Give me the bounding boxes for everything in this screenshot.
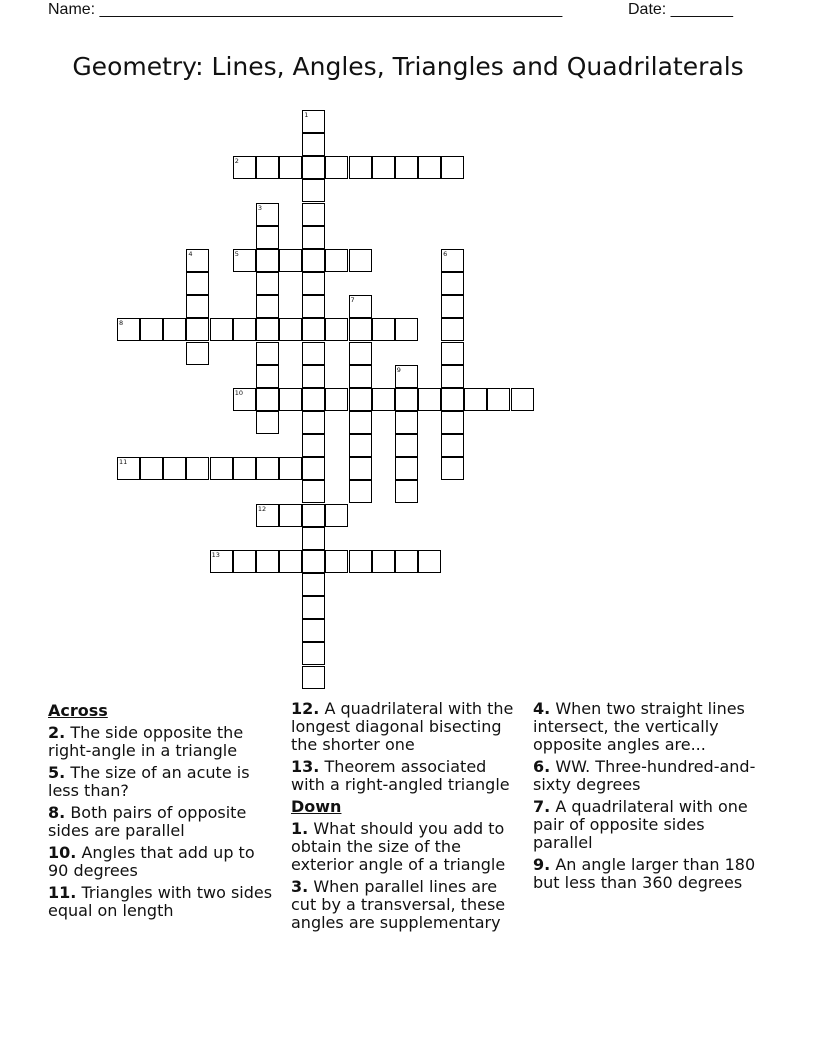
grid-cell[interactable]: [163, 457, 186, 480]
grid-cell[interactable]: [349, 156, 372, 179]
grid-cell[interactable]: [325, 388, 348, 411]
clue-column-3: [533, 700, 763, 896]
grid-cell[interactable]: [233, 457, 256, 480]
clue-number-label: 7: [350, 296, 355, 305]
clue-text: A quadrilateral with the longest diagonal bisecting the shorter one: [291, 699, 514, 754]
clue-number-label: 5: [234, 249, 239, 258]
grid-cell[interactable]: [441, 272, 464, 295]
grid-cell[interactable]: [395, 411, 418, 434]
grid-cell[interactable]: [256, 203, 279, 226]
grid-cell[interactable]: [302, 411, 325, 434]
clue-down-4: [533, 700, 763, 754]
grid-cell[interactable]: [372, 550, 395, 573]
clue-number-label: 10: [234, 388, 244, 397]
grid-cell[interactable]: [395, 388, 418, 411]
clue-number: 7.: [533, 797, 551, 816]
grid-cell[interactable]: [256, 342, 279, 365]
clue-column-1: [48, 700, 273, 924]
grid-cell[interactable]: [233, 318, 256, 341]
clue-text: WW. Three-hundred-and-sixty degrees: [533, 757, 756, 794]
clue-column-2: [291, 700, 521, 936]
clue-text: Both pairs of opposite sides are parallel: [48, 803, 247, 840]
clue-across-11: [48, 884, 273, 920]
grid-cell[interactable]: [140, 318, 163, 341]
grid-cell[interactable]: [302, 226, 325, 249]
grid-cell[interactable]: [186, 249, 209, 272]
grid-cell[interactable]: [186, 342, 209, 365]
clue-number-label: 1: [304, 111, 309, 119]
clue-number-label: 12: [257, 504, 267, 513]
clue-down-9: [533, 856, 763, 892]
clue-number: 13.: [291, 757, 320, 776]
clue-down-1: [291, 820, 521, 874]
grid-cell[interactable]: [441, 388, 464, 411]
grid-cell[interactable]: [302, 504, 325, 527]
grid-cell[interactable]: [395, 434, 418, 457]
grid-cell[interactable]: [372, 156, 395, 179]
clue-text: When parallel lines are cut by a transversal, these angles are supplementary: [291, 877, 506, 932]
grid-cell[interactable]: [302, 156, 325, 179]
grid-cell[interactable]: [395, 365, 418, 388]
clue-down-6: [533, 758, 763, 794]
grid-cell[interactable]: [441, 457, 464, 480]
grid-cell[interactable]: [302, 550, 325, 573]
clue-number: 5.: [48, 763, 66, 782]
grid-cell[interactable]: [464, 388, 487, 411]
grid-cell[interactable]: [186, 318, 209, 341]
grid-cell[interactable]: [302, 527, 325, 550]
date-field[interactable]: Date: _______: [628, 1, 733, 18]
grid-cell[interactable]: [302, 342, 325, 365]
grid-cell[interactable]: [256, 318, 279, 341]
clue-number-label: 4: [188, 249, 193, 258]
grid-cell[interactable]: [441, 156, 464, 179]
grid-cell[interactable]: [302, 133, 325, 156]
grid-cell[interactable]: [256, 226, 279, 249]
grid-cell[interactable]: [256, 388, 279, 411]
grid-cell[interactable]: [349, 295, 372, 318]
grid-cell[interactable]: [395, 318, 418, 341]
grid-cell[interactable]: [349, 411, 372, 434]
grid-cell[interactable]: [210, 318, 233, 341]
grid-cell[interactable]: [186, 457, 209, 480]
clue-text: Triangles with two sides equal on length: [48, 883, 273, 920]
grid-cell[interactable]: [256, 504, 279, 527]
clue-number-label: 6: [443, 249, 448, 258]
grid-cell[interactable]: [302, 272, 325, 295]
grid-cell[interactable]: [511, 388, 534, 411]
clue-text: What should you add to obtain the size of the exterior angle of a triangle: [291, 819, 506, 874]
grid-cell[interactable]: [325, 318, 348, 341]
grid-cell[interactable]: [487, 388, 510, 411]
grid-cell[interactable]: [349, 318, 372, 341]
grid-cell[interactable]: [302, 457, 325, 480]
clue-number: 2.: [48, 723, 66, 742]
grid-cell[interactable]: [441, 434, 464, 457]
name-field[interactable]: Name: ____________________________________________________: [48, 1, 563, 18]
grid-cell[interactable]: [441, 411, 464, 434]
clue-number-label: 9: [396, 365, 401, 374]
clue-text: A quadrilateral with one pair of opposite sides parallel: [533, 797, 748, 852]
grid-cell[interactable]: [372, 388, 395, 411]
grid-cell[interactable]: [279, 249, 302, 272]
grid-cell[interactable]: [256, 365, 279, 388]
grid-cell[interactable]: [441, 365, 464, 388]
grid-cell[interactable]: [302, 573, 325, 596]
clue-number: 1.: [291, 819, 309, 838]
clue-number-label: 3: [257, 203, 263, 212]
grid-cell[interactable]: [349, 249, 372, 272]
clue-number-label: 11: [119, 458, 128, 467]
grid-cell[interactable]: [302, 318, 325, 341]
grid-cell[interactable]: [441, 318, 464, 341]
grid-cell[interactable]: [395, 480, 418, 503]
grid-cell[interactable]: [210, 550, 233, 573]
clue-number-label: 8: [119, 319, 124, 328]
clue-text: Angles that add up to 90 degrees: [48, 843, 255, 880]
grid-cell[interactable]: [302, 642, 325, 665]
clue-across-5: [48, 764, 273, 800]
grid-cell[interactable]: [349, 365, 372, 388]
clue-number: 11.: [48, 883, 77, 902]
grid-cell[interactable]: [140, 457, 163, 480]
grid-cell[interactable]: [233, 550, 256, 573]
grid-cell[interactable]: [349, 434, 372, 457]
clue-number: 8.: [48, 803, 66, 822]
grid-cell[interactable]: [349, 550, 372, 573]
grid-cell[interactable]: [279, 504, 302, 527]
grid-cell[interactable]: [302, 295, 325, 318]
grid-cell[interactable]: [325, 550, 348, 573]
grid-cell[interactable]: [302, 365, 325, 388]
grid-cell[interactable]: [418, 550, 441, 573]
clue-text: An angle larger than 180 but less than 360 degrees: [533, 855, 756, 892]
grid-cell[interactable]: [302, 619, 325, 642]
clue-across-8: [48, 804, 273, 840]
grid-cell[interactable]: [395, 550, 418, 573]
grid-cell[interactable]: [233, 388, 256, 411]
grid-cell[interactable]: [349, 457, 372, 480]
clue-number-label: 13: [211, 550, 220, 559]
grid-cell[interactable]: [325, 156, 348, 179]
grid-cell[interactable]: [256, 295, 279, 318]
grid-cell[interactable]: [279, 156, 302, 179]
clue-number: 3.: [291, 877, 309, 896]
grid-cell[interactable]: [302, 249, 325, 272]
grid-cell[interactable]: [233, 156, 256, 179]
grid-cell[interactable]: [256, 550, 279, 573]
grid-cell[interactable]: [117, 318, 140, 341]
grid-cell[interactable]: [349, 388, 372, 411]
clue-across-2: [48, 724, 273, 760]
grid-cell[interactable]: [233, 249, 256, 272]
clue-number-label: 2: [234, 157, 239, 166]
clue-text: The side opposite the right-angle in a triangle: [48, 723, 244, 760]
grid-cell[interactable]: [395, 156, 418, 179]
grid-cell[interactable]: [302, 179, 325, 202]
grid-cell[interactable]: [279, 318, 302, 341]
clue-across-12: [291, 700, 521, 754]
grid-cell[interactable]: [349, 480, 372, 503]
grid-cell[interactable]: [302, 480, 325, 503]
clue-across-10: [48, 844, 273, 880]
grid-cell[interactable]: [117, 457, 140, 480]
clue-number: 12.: [291, 699, 320, 718]
grid-cell[interactable]: [279, 550, 302, 573]
clue-text: The size of an acute is less than?: [48, 763, 250, 800]
grid-cell[interactable]: [256, 272, 279, 295]
grid-cell[interactable]: [186, 272, 209, 295]
clue-number: 10.: [48, 843, 77, 862]
clue-down-7: [533, 798, 763, 852]
clue-number: 4.: [533, 699, 551, 718]
across-heading: Across: [48, 701, 108, 720]
down-heading: Down: [291, 797, 342, 816]
grid-cell[interactable]: [186, 295, 209, 318]
grid-cell[interactable]: [279, 457, 302, 480]
grid-cell[interactable]: [418, 156, 441, 179]
grid-cell[interactable]: [302, 388, 325, 411]
grid-cell[interactable]: [302, 110, 325, 133]
grid-cell[interactable]: [279, 388, 302, 411]
grid-cell[interactable]: [372, 318, 395, 341]
grid-cell[interactable]: [325, 504, 348, 527]
grid-cell[interactable]: [395, 457, 418, 480]
page-title: Geometry: Lines, Angles, Triangles and Quadrilaterals: [72, 52, 744, 81]
grid-cell[interactable]: [349, 342, 372, 365]
clue-text: Theorem associated with a right-angled triangle: [291, 757, 510, 794]
grid-cell[interactable]: [256, 457, 279, 480]
grid-cell[interactable]: [418, 388, 441, 411]
grid-cell[interactable]: [256, 411, 279, 434]
clue-number: 6.: [533, 757, 551, 776]
grid-cell[interactable]: [256, 249, 279, 272]
grid-cell[interactable]: [302, 666, 325, 689]
grid-cell[interactable]: [441, 295, 464, 318]
grid-cell[interactable]: [256, 156, 279, 179]
grid-cell[interactable]: [163, 318, 186, 341]
grid-cell[interactable]: [325, 249, 348, 272]
grid-cell[interactable]: [210, 457, 233, 480]
grid-cell[interactable]: [302, 434, 325, 457]
clue-number: 9.: [533, 855, 551, 874]
clue-text: When two straight lines intersect, the vertically opposite angles are...: [533, 699, 745, 754]
clue-across-13: [291, 758, 521, 794]
grid-cell[interactable]: [302, 596, 325, 619]
grid-cell[interactable]: [441, 342, 464, 365]
grid-cell[interactable]: [302, 203, 325, 226]
clue-down-3: [291, 878, 521, 932]
grid-cell[interactable]: [441, 249, 464, 272]
